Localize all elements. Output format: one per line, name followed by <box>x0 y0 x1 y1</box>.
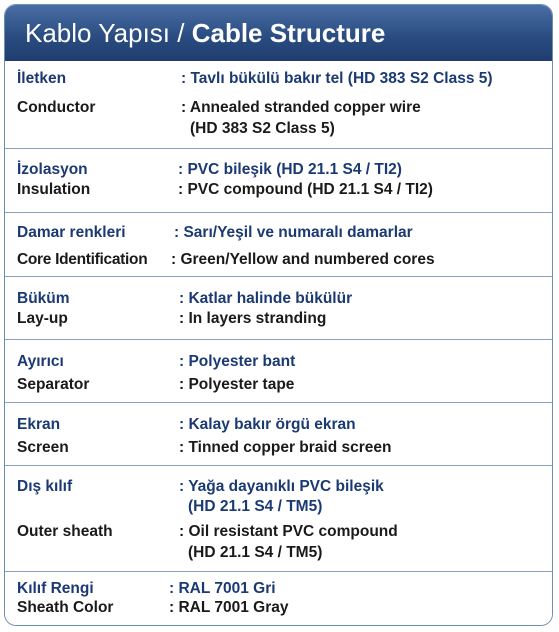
label-english: Separator <box>17 376 90 393</box>
value-turkish: : Polyester bant <box>179 353 296 370</box>
label-english: Insulation <box>17 181 91 198</box>
cable-structure-card <box>4 4 553 626</box>
label-turkish: Kılıf Rengi <box>17 580 94 597</box>
row-turkish <box>5 416 552 438</box>
value-turkish: : Katlar halinde bükülür <box>179 290 353 307</box>
row-english-continued <box>5 120 552 142</box>
value-english: : RAL 7001 Gray <box>169 599 289 616</box>
value-turkish: : Kalay bakır örgü ekran <box>179 416 356 433</box>
label-turkish: Ayırıcı <box>17 353 64 370</box>
value-english-continued: (HD 383 S2 Class 5) <box>190 120 335 137</box>
row-english <box>5 251 552 273</box>
value-turkish: : Sarı/Yeşil ve numaralı damarlar <box>174 224 413 241</box>
value-turkish: : RAL 7001 Gri <box>169 580 276 597</box>
label-english: Lay-up <box>17 310 68 327</box>
row-english <box>5 181 552 203</box>
value-english: : In layers stranding <box>179 310 327 327</box>
row-english <box>5 310 552 332</box>
section-insulation <box>5 148 552 213</box>
section-lay-up <box>5 276 552 340</box>
label-turkish: İletken <box>17 70 67 87</box>
row-english <box>5 439 552 461</box>
value-english: : Green/Yellow and numbered cores <box>171 251 435 268</box>
label-turkish: Dış kılıf <box>17 478 73 495</box>
section-separator <box>5 339 552 403</box>
value-turkish-continued: (HD 21.1 S4 / TM5) <box>188 498 323 515</box>
row-english <box>5 99 552 121</box>
row-english-continued <box>5 544 552 566</box>
label-english: Screen <box>17 439 69 456</box>
spec-table <box>5 61 552 625</box>
label-turkish: Büküm <box>17 290 70 307</box>
value-english: : Annealed stranded copper wire <box>181 99 421 116</box>
section-screen <box>5 402 552 466</box>
title-banner <box>5 5 552 61</box>
row-turkish <box>5 290 552 312</box>
row-turkish <box>5 70 552 92</box>
row-english <box>5 523 552 545</box>
label-turkish: Damar renkleri <box>17 224 126 241</box>
section-conductor <box>5 61 552 149</box>
row-turkish <box>5 161 552 183</box>
value-english: : Tinned copper braid screen <box>179 439 392 456</box>
value-turkish: : Yağa dayanıklı PVC bileşik <box>179 478 384 495</box>
title-turkish: Kablo Yapısı / <box>25 18 185 48</box>
title-english: Cable Structure <box>191 18 386 48</box>
value-turkish: : PVC bileşik (HD 21.1 S4 / TI2) <box>178 161 402 178</box>
row-turkish <box>5 224 552 246</box>
label-english: Outer sheath <box>17 523 113 540</box>
row-turkish-continued <box>5 498 552 520</box>
row-turkish <box>5 478 552 500</box>
value-english: : Polyester tape <box>179 376 295 393</box>
value-english: : PVC compound (HD 21.1 S4 / TI2) <box>178 181 433 198</box>
value-english: : Oil resistant PVC compound <box>179 523 398 540</box>
row-english <box>5 376 552 398</box>
label-english: Core Identification <box>17 251 148 268</box>
row-english <box>5 599 552 621</box>
label-turkish: Ekran <box>17 416 61 433</box>
section-sheath-color <box>5 571 552 626</box>
section-core-identification <box>5 212 552 277</box>
label-turkish: İzolasyon <box>17 161 88 178</box>
value-english-continued: (HD 21.1 S4 / TM5) <box>188 544 323 561</box>
section-outer-sheath <box>5 465 552 572</box>
value-turkish: : Tavlı bükülü bakır tel (HD 383 S2 Class 5) <box>181 70 493 87</box>
label-english: Conductor <box>17 99 96 116</box>
row-turkish <box>5 353 552 375</box>
label-english: Sheath Color <box>17 599 114 616</box>
